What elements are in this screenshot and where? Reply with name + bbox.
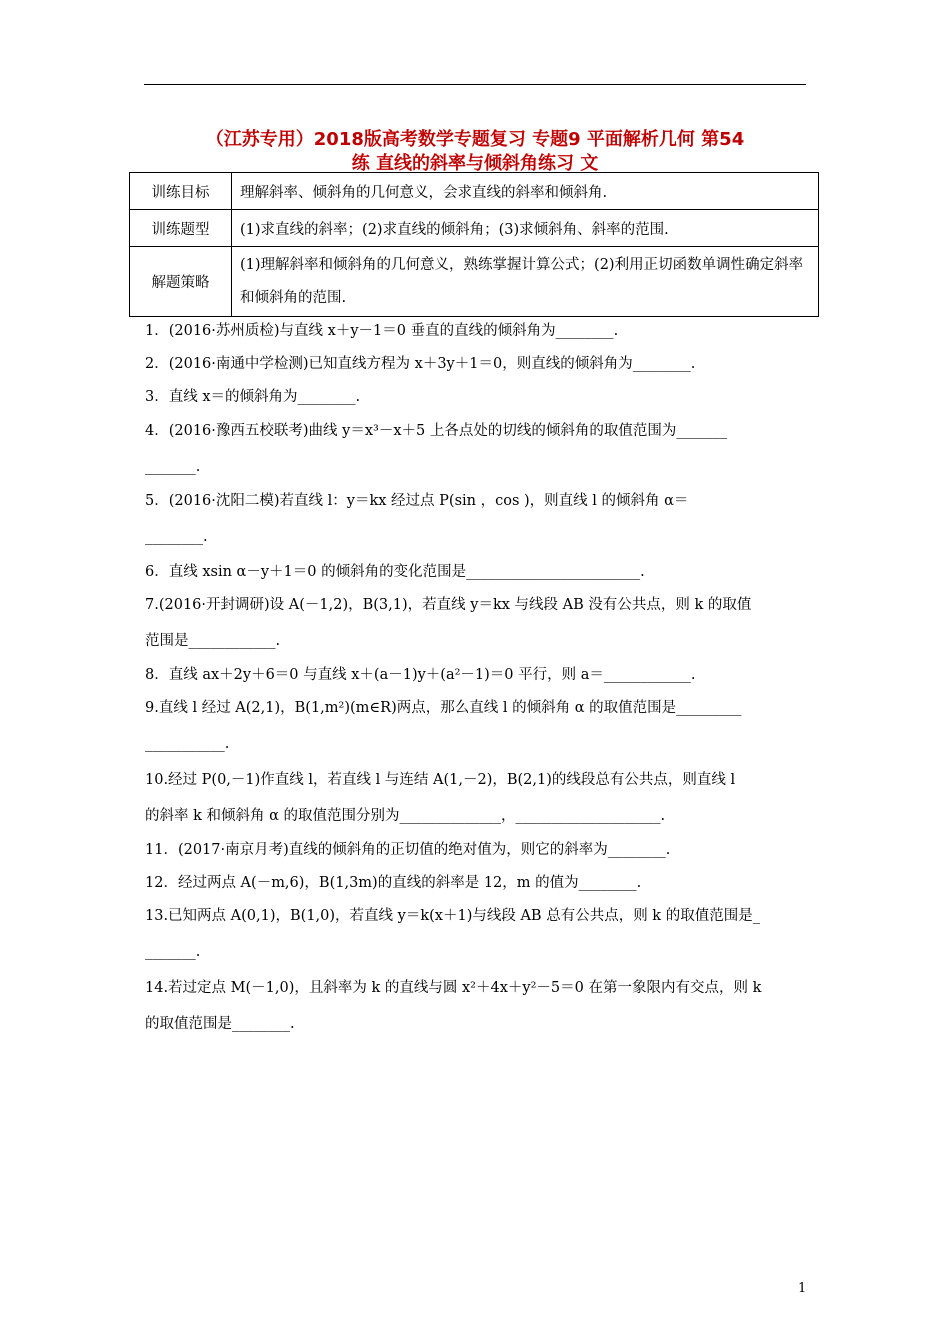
question-4 xyxy=(145,413,810,485)
question-8 xyxy=(145,657,810,693)
title-line-2: 练 直线的斜率与倾斜角练习 文 xyxy=(351,153,599,174)
question-text: 14.若过定点 M(－1,0)，且斜率为 k 的直线与圆 x²＋4x＋y²－5＝0 在第一象限内有交点，则 k xyxy=(145,980,762,996)
table-row-goal xyxy=(130,173,819,210)
question-10 xyxy=(145,762,810,834)
question-12 xyxy=(145,865,810,901)
question-6 xyxy=(145,554,810,590)
question-3 xyxy=(145,379,810,415)
question-text: 13.已知两点 A(0,1)，B(1,0)，若直线 y＝k(x＋1)与线段 AB 总有公共点，则 k 的取值范围是_ xyxy=(145,908,760,924)
question-5 xyxy=(145,483,810,555)
question-text-cont: 的取值范围是________. xyxy=(145,1016,295,1032)
document-title xyxy=(140,128,810,176)
row-content: 理解斜率、倾斜角的几何意义，会求直线的斜率和倾斜角. xyxy=(232,173,819,210)
table-row-strategy xyxy=(130,247,819,317)
question-9 xyxy=(145,690,810,762)
page-number: 1 xyxy=(798,1281,807,1296)
question-text-cont: 范围是____________. xyxy=(145,633,281,649)
row-label: 训练目标 xyxy=(130,173,232,210)
row-label: 训练题型 xyxy=(130,210,232,247)
question-2 xyxy=(145,346,810,382)
question-text: 1．(2016·苏州质检)与直线 x＋y－1＝0 垂直的直线的倾斜角为________. xyxy=(145,323,619,339)
question-text-cont: ________. xyxy=(145,529,208,545)
question-14 xyxy=(145,970,810,1042)
question-text: 11．(2017·南京月考)直线的倾斜角的正切值的绝对值为，则它的斜率为________. xyxy=(145,842,671,858)
training-info-table xyxy=(129,172,819,317)
row-label: 解题策略 xyxy=(130,247,232,317)
row-content: (1)理解斜率和倾斜角的几何意义，熟练掌握计算公式；(2)利用正切函数单调性确定斜率和倾斜角的范围. xyxy=(232,247,819,317)
header-rule xyxy=(144,84,806,85)
question-text-cont: _______. xyxy=(145,459,201,475)
question-text: 5．(2016·沈阳二模)若直线 l：y＝kx 经过点 P(sin ，cos )，则直线 l 的倾斜角 α＝ xyxy=(145,493,689,509)
table-row-types xyxy=(130,210,819,247)
question-13 xyxy=(145,898,810,970)
question-text-cont: ___________. xyxy=(145,736,230,752)
question-text: 3．直线 x＝的倾斜角为________. xyxy=(145,389,361,405)
row-content: (1)求直线的斜率；(2)求直线的倾斜角；(3)求倾斜角、斜率的范围. xyxy=(232,210,819,247)
title-line-1: （江苏专用）2018版高考数学专题复习 专题9 平面解析几何 第54 xyxy=(205,129,745,150)
question-text: 10.经过 P(0,－1)作直线 l，若直线 l 与连结 A(1,－2)，B(2,1)的线段总有公共点，则直线 l xyxy=(145,772,736,788)
question-text: 2．(2016·南通中学检测)已知直线方程为 x＋3y＋1＝0，则直线的倾斜角为________. xyxy=(145,356,696,372)
question-text: 9.直线 l 经过 A(2,1)，B(1,m²)(m∈R)两点，那么直线 l 的倾斜角 α 的取值范围是_________ xyxy=(145,700,742,716)
question-11 xyxy=(145,832,810,868)
question-text: 6．直线 xsin α－y＋1＝0 的倾斜角的变化范围是________________________. xyxy=(145,564,645,580)
question-text: 8．直线 ax＋2y＋6＝0 与直线 x＋(a－1)y＋(a²－1)＝0 平行，则 a＝____________. xyxy=(145,667,696,683)
question-text-cont: 的斜率 k 和倾斜角 α 的取值范围分别为______________，____________________. xyxy=(145,808,666,824)
question-text: 12．经过两点 A(－m,6)，B(1,3m)的直线的斜率是 12，m 的值为________. xyxy=(145,875,642,891)
question-text: 4．(2016·豫西五校联考)曲线 y＝x³－x＋5 上各点处的切线的倾斜角的取值范围为_______ xyxy=(145,423,728,439)
question-1 xyxy=(145,313,810,349)
question-text: 7.(2016·开封调研)设 A(－1,2)，B(3,1)，若直线 y＝kx 与线段 AB 没有公共点，则 k 的取值 xyxy=(145,597,752,613)
question-7 xyxy=(145,587,810,659)
question-text-cont: _______. xyxy=(145,944,201,960)
